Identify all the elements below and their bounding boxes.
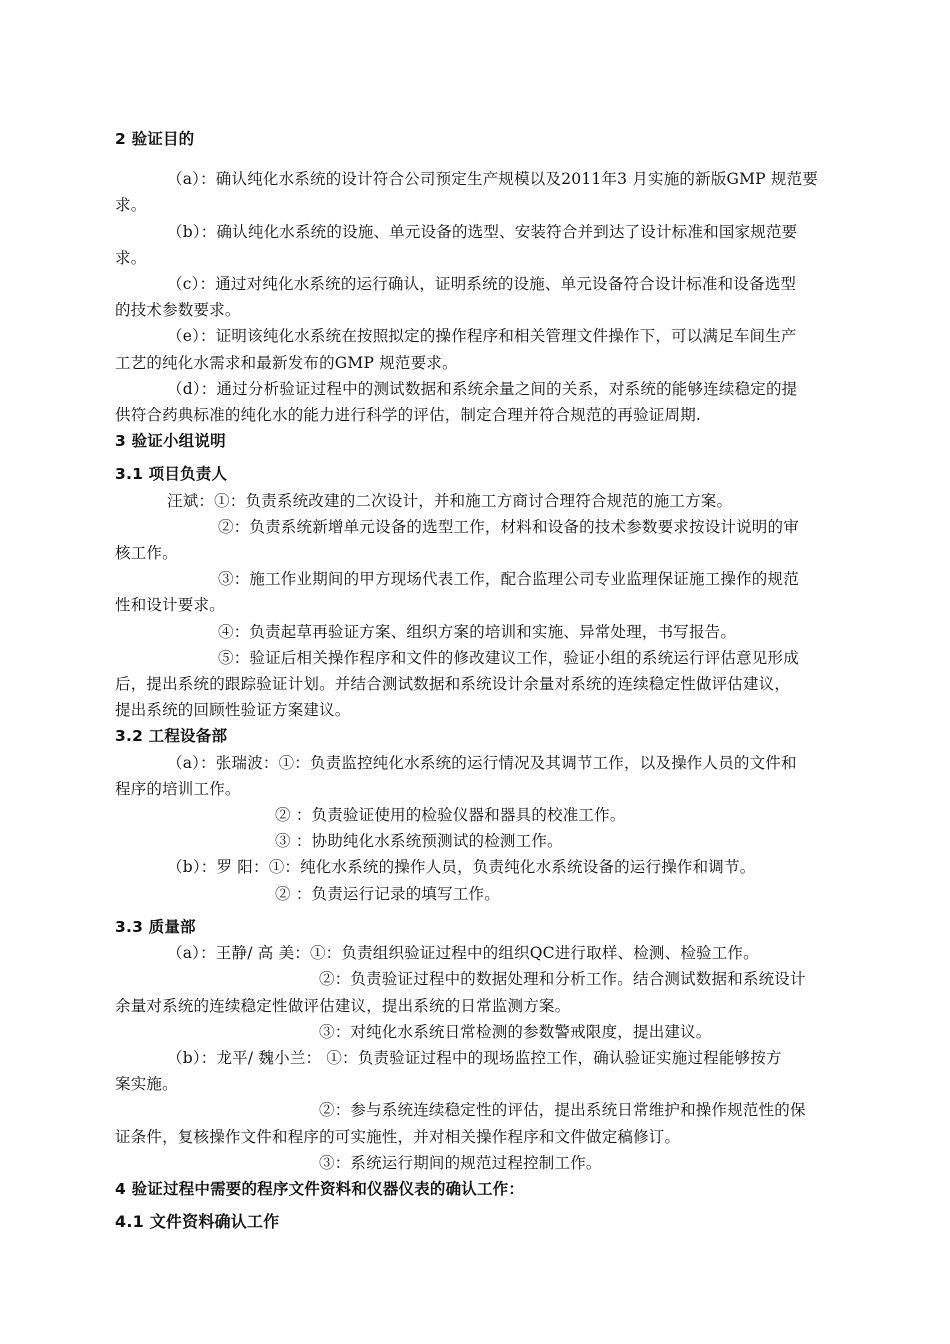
paragraph-line: 案实施。 (115, 1075, 178, 1094)
paragraph-line: 求。 (115, 196, 147, 215)
paragraph-line: ②：负责验证过程中的数据处理和分析工作。结合测试数据和系统设计 (319, 970, 806, 989)
section-2-item-b (115, 219, 860, 271)
paragraph-line: 核工作。 (115, 544, 178, 563)
section-4-heading: 4 验证过程中需要的程序文件资料和仪器仪表的确认工作： (115, 1179, 525, 1198)
paragraph-line: ②：负责系统新增单元设备的选型工作，材料和设备的技术参数要求按设计说明的审 (218, 517, 799, 536)
section-2-item-d (115, 376, 860, 428)
paragraph-line: 程序的培训工作。 (115, 779, 241, 798)
section-4-1-heading: 4.1 文件资料确认工作 (115, 1212, 280, 1232)
paragraph-line: （d）：通过分析验证过程中的测试数据和系统余量之间的关系，对系统的能够连续稳定的提 (167, 379, 798, 398)
section-2-item-c (115, 271, 860, 323)
section-2-heading: 2 验证目的 (115, 130, 195, 148)
document-page (115, 126, 860, 1235)
paragraph-line: （a）：张瑞波：①：负责监控纯化水系统的运行情况及其调节工作，以及操作人员的文件和 (167, 753, 797, 772)
paragraph-line: （c）：通过对纯化水系统的运行确认，证明系统的设施、单元设备符合设计标准和设备选型 (167, 275, 797, 294)
paragraph-line: 工艺的纯化水需求和最新发布的GMP 规范要求。 (115, 353, 458, 372)
paragraph-line: 供符合药典标准的纯化水的能力进行科学的评估，制定合理并符合规范的再验证周期. (115, 406, 702, 425)
paragraph-line: （a）：确认纯化水系统的设计符合公司预定生产规模以及2011年3 月实施的新版GMP 规范要 (167, 170, 819, 189)
paragraph-line: ③：对纯化水系统日常检测的参数警戒限度，提出建议。 (319, 1022, 712, 1041)
paragraph-line: （b）：罗 阳：①：纯化水系统的操作人员，负责纯化水系统设备的运行操作和调节。 (167, 858, 756, 877)
section-2-item-a (115, 166, 860, 218)
paragraph-line: 性和设计要求。 (115, 596, 225, 615)
paragraph-line: 后，提出系统的跟踪验证计划。并结合测试数据和系统设计余量对系统的连续稳定性做评估建议， (115, 675, 791, 694)
section-3-3-heading: 3.3 质量部 (115, 917, 196, 936)
paragraph-line: ③：系统运行期间的规范过程控制工作。 (319, 1153, 602, 1172)
paragraph-line: （a）：王静/ 高 美：①：负责组织验证过程中的组织QC进行取样、检测、检验工作。 (167, 944, 759, 963)
paragraph-line: ② ：负责运行记录的填写工作。 (275, 884, 500, 903)
paragraph-line: ②：参与系统连续稳定性的评估，提出系统日常维护和操作规范性的保 (319, 1101, 806, 1120)
paragraph-line: ③：施工作业期间的甲方现场代表工作，配合监理公司专业监理保证施工操作的规范 (218, 570, 799, 589)
paragraph-line: ③ ：协助纯化水系统预测试的检测工作。 (275, 832, 563, 851)
paragraph-line: 证条件，复核操作文件和程序的可实施性，并对相关操作程序和文件做定稿修订。 (115, 1127, 681, 1146)
section-2-item-e (115, 323, 860, 375)
paragraph-line: 求。 (115, 248, 147, 267)
paragraph-line: 的技术参数要求。 (115, 301, 241, 320)
paragraph-line: ② ：负责验证使用的检验仪器和器具的校准工作。 (275, 806, 626, 825)
paragraph-line: （b）：龙平/ 魏小兰： ①：负责验证过程中的现场监控工作，确认验证实施过程能够按方 (167, 1048, 782, 1067)
paragraph-line: （b）：确认纯化水系统的设施、单元设备的选型、安装符合并到达了设计标准和国家规范要 (167, 222, 798, 241)
paragraph-line: ⑤：验证后相关操作程序和文件的修改建议工作，验证小组的系统运行评估意见形成 (218, 648, 799, 667)
section-3-2-heading: 3.2 工程设备部 (115, 727, 228, 746)
paragraph-line: （e）：证明该纯化水系统在按照拟定的操作程序和相关管理文件操作下，可以满足车间生产 (167, 327, 797, 346)
paragraph-line: 余量对系统的连续稳定性做评估建议，提出系统的日常监测方案。 (115, 996, 571, 1015)
paragraph-line: 提出系统的回顾性验证方案建议。 (115, 701, 351, 720)
paragraph-line: ④：负责起草再验证方案、组织方案的培训和实施、异常处理，书写报告。 (218, 622, 737, 641)
section-3-heading: 3 验证小组说明 (115, 432, 226, 451)
section-3-1-heading: 3.1 项目负责人 (115, 465, 228, 484)
paragraph-line: 汪斌：①：负责系统改建的二次设计，并和施工方商讨合理符合规范的施工方案。 (167, 491, 733, 510)
